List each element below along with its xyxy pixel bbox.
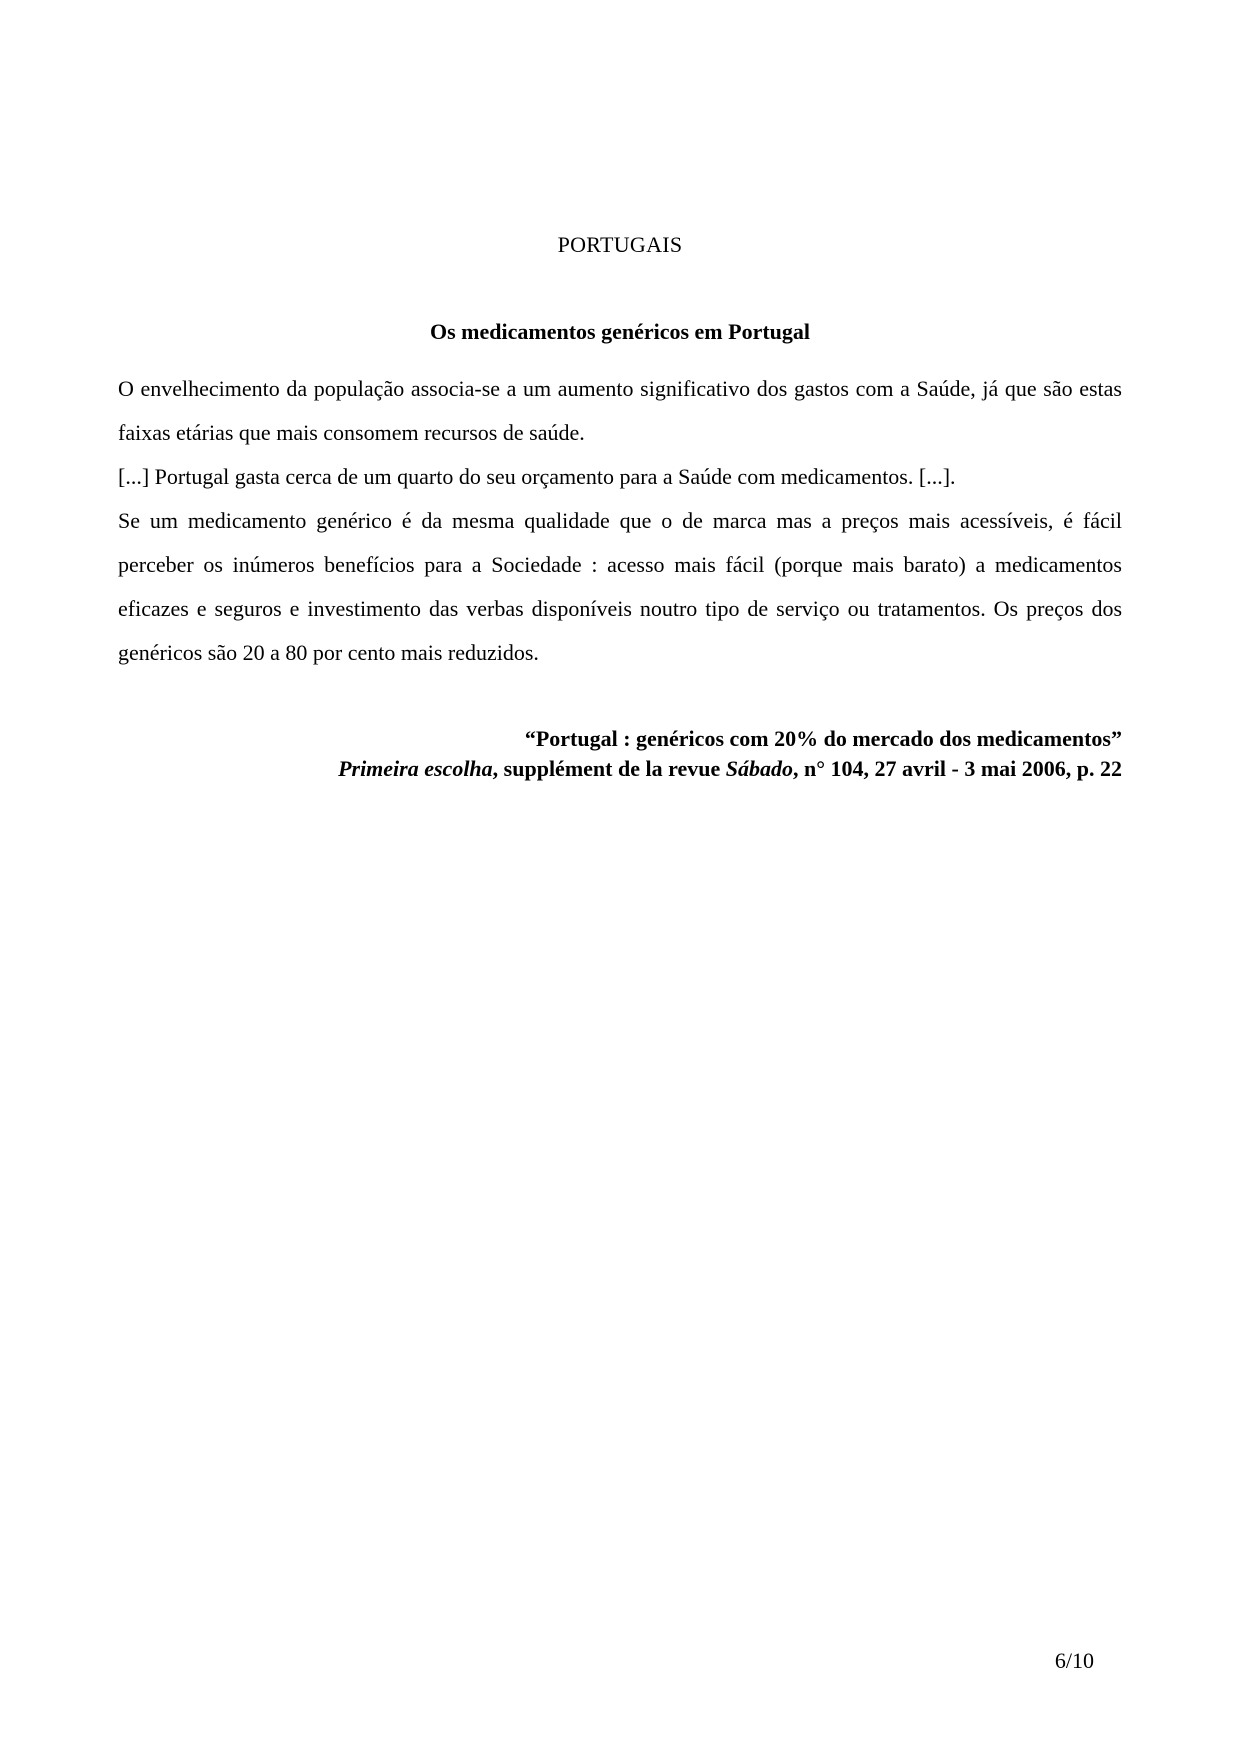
citation-article-title: “Portugal : genéricos com 20% do mercado dos medicamentos” (524, 726, 1122, 751)
citation-source-line (118, 754, 1122, 784)
citation-supplement-text: , supplément de la revue (492, 756, 726, 781)
citation-issue-details: , n° 104, 27 avril - 3 mai 2006, p. 22 (792, 756, 1122, 781)
page-number: 6/10 (1054, 1648, 1094, 1673)
source-citation (118, 724, 1122, 784)
citation-magazine-name: Sábado (725, 756, 793, 781)
paragraph-2: [...] Portugal gasta cerca de um quarto do seu orçamento para a Saúde com medicamentos. [...]. (118, 464, 956, 489)
document-title: Os medicamentos genéricos em Portugal (429, 319, 811, 344)
paragraph-1: O envelhecimento da população associa-se a um aumento significativo dos gastos com a Saúde, já que são estas faixas etárias que mais consomem recursos de saúde. (118, 376, 1122, 445)
language-heading: PORTUGAIS (557, 232, 683, 257)
paragraph-3: Se um medicamento genérico é da mesma qualidade que o de marca mas a preços mais acessíveis, é fácil perceber os inúmeros benefícios para a Sociedade : acesso mais fácil (porque mais barato) a medicamentos eficazes e seguros e investimento das verbas disponíveis noutro tipo de serviço ou tratamentos. Os preços dos genéricos são 20 a 80 por cento mais reduzidos. (118, 508, 1122, 665)
article-body (118, 367, 1122, 675)
citation-supplement-name: Primeira escolha (338, 756, 493, 781)
